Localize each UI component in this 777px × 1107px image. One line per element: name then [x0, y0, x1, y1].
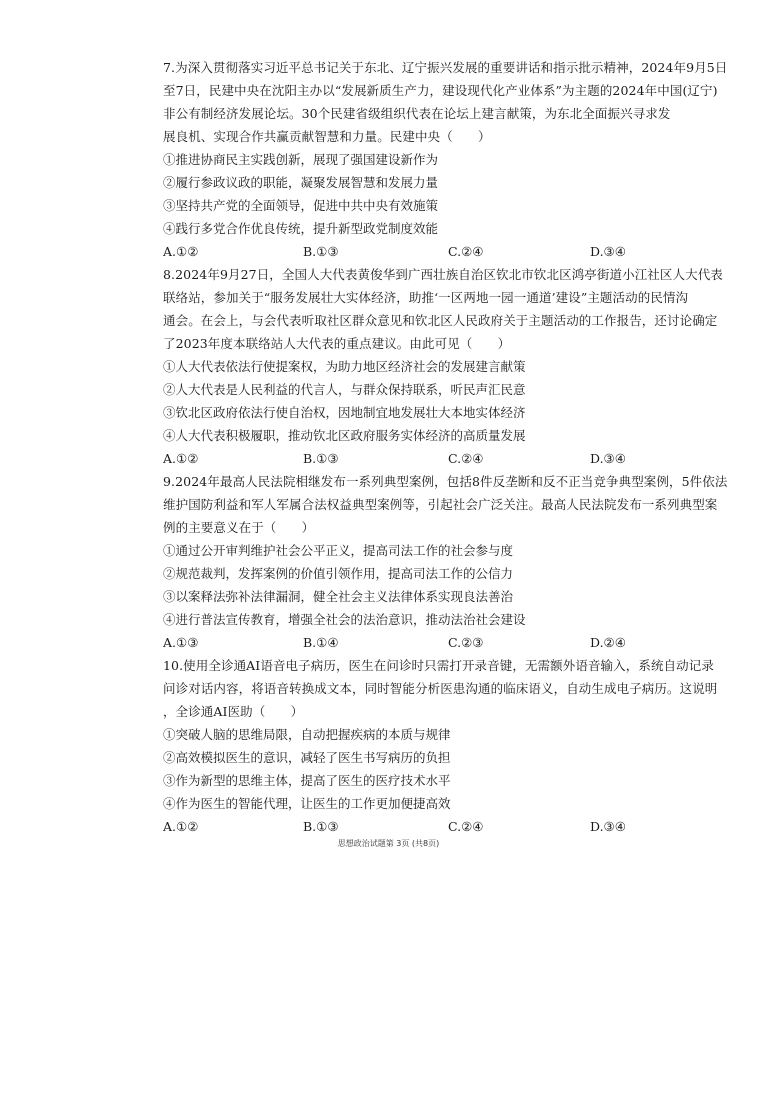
question-8 — [163, 263, 733, 470]
page-footer: 思想政治试题第 3页 (共8页) — [337, 839, 440, 848]
question-stem-line: 了2023年度本联络站人大代表的重点建议。由此可见（ ） — [163, 336, 511, 351]
option-item: ④人大代表积极履职，推动钦北区政府服务实体经济的高质量发展 — [163, 428, 526, 443]
answer-choice-c: C.②③ — [448, 635, 484, 650]
option-item: ①突破人脑的思维局限，自动把握疾病的本质与规律 — [163, 727, 451, 742]
question-9 — [163, 470, 733, 654]
question-stem-line: 7.为深入贯彻落实习近平总书记关于东北、辽宁振兴发展的重要讲话和指示批示精神，2024年9月5日 — [163, 60, 728, 75]
option-item: ③坚持共产党的全面领导，促进中共中央有效施策 — [163, 198, 439, 213]
answer-choice-d: D.②④ — [590, 635, 626, 650]
answer-choice-a: A.①② — [163, 244, 199, 259]
answer-choice-c: C.②④ — [448, 819, 484, 834]
question-stem-line: 8.2024年9月27日，全国人大代表黄俊华到广西壮族自治区钦北市钦北区鸿亭街道小江社区人大代表 — [163, 267, 723, 282]
option-item: ③作为新型的思维主体，提高了医生的医疗技术水平 — [163, 773, 451, 788]
question-stem-line: 维护国防利益和军人军属合法权益典型案例等，引起社会广泛关注。最高人民法院发布一系列典型案 — [163, 497, 718, 512]
option-item: ②高效模拟医生的意识，减轻了医生书写病历的负担 — [163, 750, 451, 765]
answer-choice-d: D.③④ — [590, 819, 626, 834]
option-item: ④践行多党合作优良传统，提升新型政党制度效能 — [163, 221, 439, 236]
answer-choice-d: D.③④ — [590, 244, 626, 259]
answer-choice-b: B.①③ — [303, 819, 339, 834]
option-item: ③钦北区政府依法行使自治权，因地制宜地发展壮大本地实体经济 — [163, 405, 526, 420]
option-item: ①推进协商民主实践创新，展现了强国建设新作为 — [163, 152, 439, 167]
question-stem-line: 10.使用全诊通AI语音电子病历，医生在问诊时只需打开录音键，无需额外语音输入，系统自动记录 — [163, 658, 714, 673]
answer-choice-a: A.①③ — [163, 635, 199, 650]
answer-choice-c: C.②④ — [448, 451, 484, 466]
question-10 — [163, 654, 733, 838]
option-item: ④进行普法宣传教育，增强全社会的法治意识，推动法治社会建设 — [163, 612, 526, 627]
answer-choices — [163, 240, 733, 263]
option-item: ③以案释法弥补法律漏洞，健全社会主义法律体系实现良法善治 — [163, 589, 514, 604]
option-item: ①通过公开审判维护社会公平正义，提高司法工作的社会参与度 — [163, 543, 514, 558]
question-stem-line: 9.2024年最高人民法院相继发布一系列典型案例，包括8件反垄断和反不正当竞争典型案例，5件依法 — [163, 474, 728, 489]
question-stem-line: 展良机、实现合作共赢贡献智慧和力量。民建中央（ ） — [163, 129, 491, 144]
option-item: ②人大代表是人民利益的代言人，与群众保持联系，听民声汇民意 — [163, 382, 526, 397]
answer-choice-d: D.③④ — [590, 451, 626, 466]
question-stem-line: 例的主要意义在于（ ） — [163, 520, 315, 535]
answer-choice-b: B.①③ — [303, 244, 339, 259]
option-item: ④作为医生的智能代理，让医生的工作更加便捷高效 — [163, 796, 451, 811]
answer-choice-c: C.②④ — [448, 244, 484, 259]
answer-choice-b: B.①④ — [303, 635, 339, 650]
question-stem-line: ，全诊通AI医助（ ） — [163, 704, 304, 719]
answer-choices — [163, 631, 733, 654]
answer-choice-a: A.①② — [163, 451, 199, 466]
option-item: ②履行参政议政的职能，凝聚发展智慧和发展力量 — [163, 175, 439, 190]
answer-choices — [163, 447, 733, 470]
question-stem-line: 至7日，民建中央在沈阳主办以“发展新质生产力，建设现代化产业体系”为主题的2024年中国(辽宁) — [163, 83, 718, 98]
question-list — [163, 56, 733, 838]
question-stem-line: 通会。在会上，与会代表听取社区群众意见和钦北区人民政府关于主题活动的工作报告，还讨论确定 — [163, 313, 718, 328]
answer-choices — [163, 815, 733, 838]
question-stem-line: 非公有制经济发展论坛。30个民建省级组织代表在论坛上建言献策，为东北全面振兴寻求发 — [163, 106, 671, 121]
question-stem-line: 问诊对话内容，将语音转换成文本，同时智能分析医患沟通的临床语义，自动生成电子病历。这说明 — [163, 681, 718, 696]
question-stem-line: 联络站，参加关于“服务发展壮大实体经济，助推‘一区两地一园一通道’建设”主题活动的民情沟 — [163, 290, 689, 305]
option-item: ②规范裁判，发挥案例的价值引领作用，提高司法工作的公信力 — [163, 566, 514, 581]
option-item: ①人大代表依法行使提案权，为助力地区经济社会的发展建言献策 — [163, 359, 526, 374]
question-7 — [163, 56, 733, 263]
answer-choice-a: A.①② — [163, 819, 199, 834]
answer-choice-b: B.①③ — [303, 451, 339, 466]
